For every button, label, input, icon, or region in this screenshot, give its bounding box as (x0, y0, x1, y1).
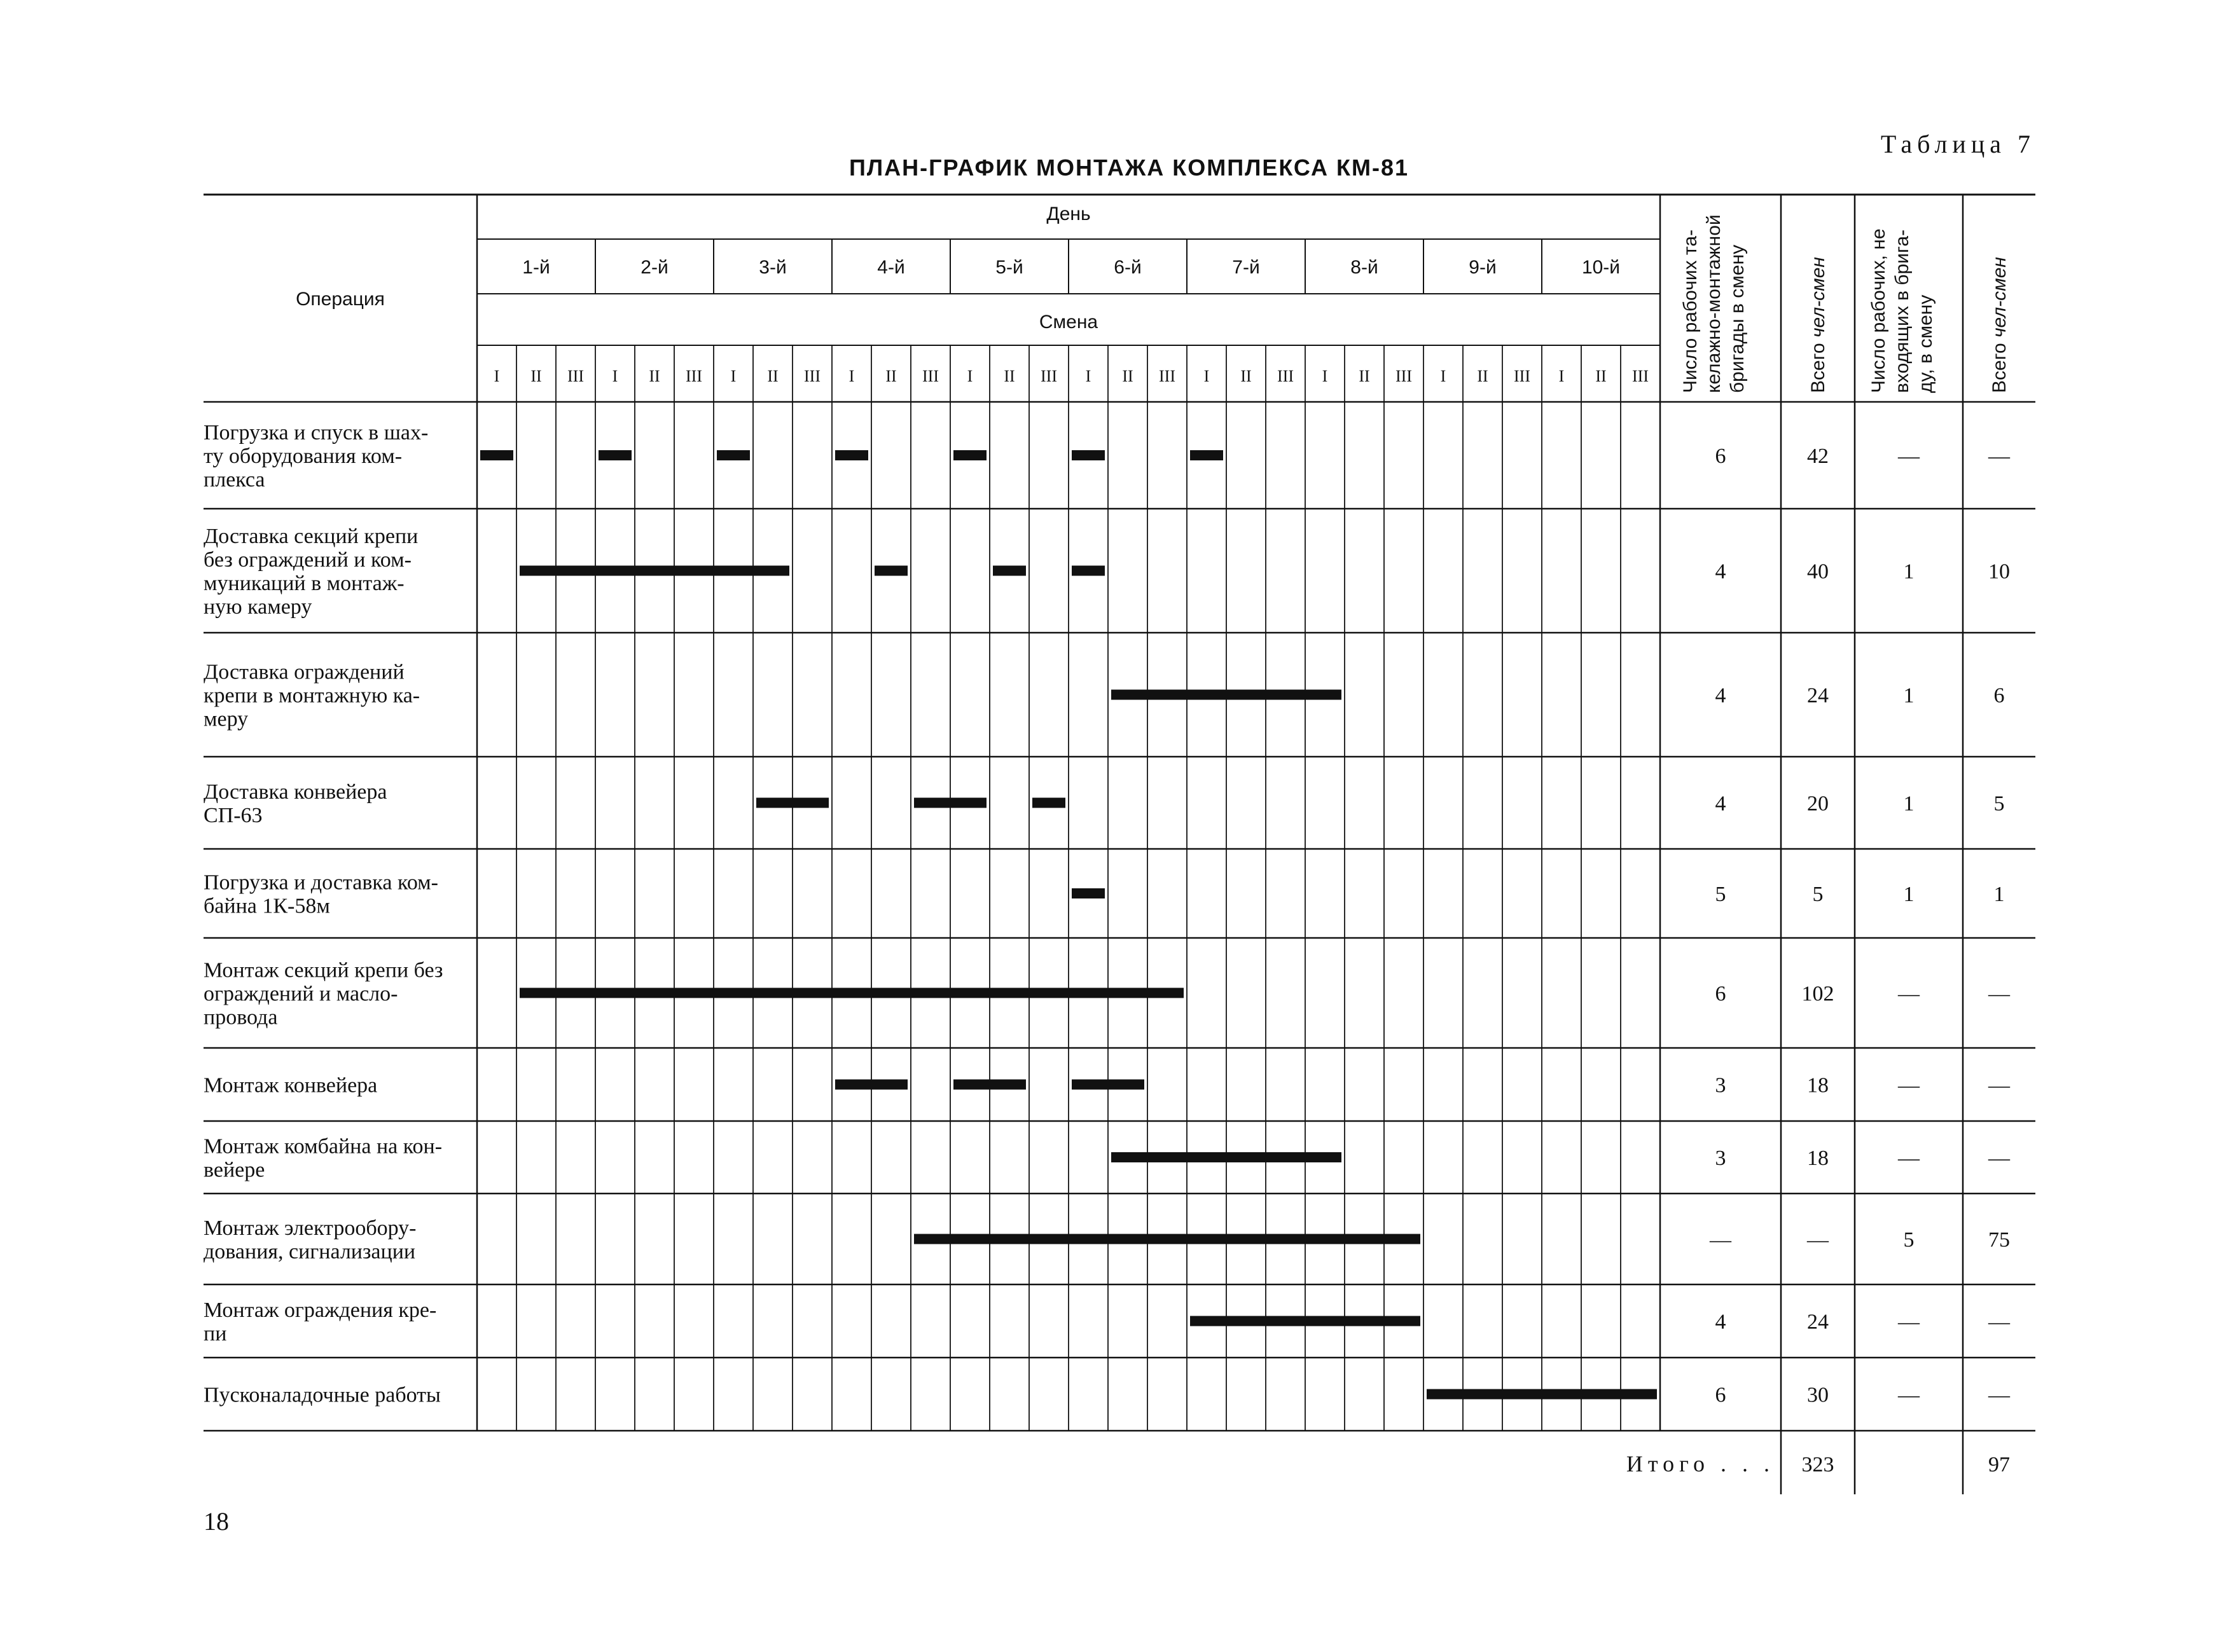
operation-name: Доставка секций крепи (204, 525, 419, 548)
total-extra-man-shifts: — (1988, 1146, 2010, 1170)
table-grid (204, 195, 2035, 1494)
table-header (296, 203, 2010, 393)
header-shift-label: I (848, 367, 855, 385)
footer-total-label: Итого . . . (1626, 1451, 1775, 1476)
header-shift-label: I (1085, 367, 1091, 385)
workers-in-brigade: 3 (1715, 1073, 1726, 1098)
schedule-bar (520, 566, 789, 576)
total-man-shifts: 20 (1807, 792, 1829, 816)
header-shift-label: III (1632, 367, 1649, 385)
footer-total-extra-man-shifts: 97 (1988, 1453, 2010, 1476)
workers-in-brigade: 4 (1715, 560, 1726, 584)
header-workers-outside-line: ду, в смену (1915, 294, 1936, 393)
header-day-5: 5-й (995, 257, 1023, 278)
schedule-bar (1072, 566, 1105, 576)
workers-in-brigade: 5 (1715, 883, 1726, 906)
operation-name: провода (204, 1005, 278, 1029)
workers-outside: — (1898, 1383, 1920, 1407)
header-shift-label: I (494, 367, 500, 385)
table-row (204, 871, 2005, 918)
table-footer (1626, 1451, 2010, 1476)
total-man-shifts: 18 (1807, 1073, 1829, 1098)
workers-outside: — (1898, 982, 1920, 1006)
operation-name: крепи в монтажную ка- (204, 684, 420, 708)
header-workers-in-brigade-line: бригады в смену (1727, 244, 1748, 393)
header-shift-label: I (612, 367, 618, 385)
operation-name: муникаций в монтаж- (204, 572, 405, 595)
header-day-8: 8-й (1350, 257, 1378, 278)
header-day-4: 4-й (877, 257, 905, 278)
schedule-bar (835, 1080, 908, 1090)
schedule-bar (1072, 888, 1105, 898)
total-extra-man-shifts: — (1988, 1073, 2010, 1098)
table-body (204, 421, 2011, 1407)
table-row (204, 1074, 2011, 1098)
total-extra-man-shifts: 5 (1993, 792, 2005, 816)
header-shift-label: II (530, 367, 542, 385)
header-shift-label: I (1440, 367, 1446, 385)
workers-in-brigade: — (1710, 1228, 1731, 1252)
table-row (204, 1135, 2011, 1182)
operation-name: ту оборудования ком- (204, 444, 403, 468)
header-workers-outside (1868, 228, 1936, 393)
operation-name: байна 1К-58м (204, 894, 330, 918)
workers-in-brigade: 4 (1715, 684, 1726, 708)
table-row (204, 1216, 2010, 1263)
workers-in-brigade: 3 (1715, 1146, 1726, 1170)
workers-outside: 1 (1903, 684, 1915, 708)
total-man-shifts: 24 (1807, 1310, 1829, 1334)
operation-name: пи (204, 1322, 227, 1346)
schedule-bar (1190, 450, 1223, 460)
workers-in-brigade: 6 (1715, 1383, 1726, 1407)
header-shift-label: II (1004, 367, 1015, 385)
schedule-bar (875, 566, 908, 576)
total-man-shifts: — (1807, 1228, 1829, 1252)
operation-name: Погрузка и спуск в шах- (204, 421, 429, 444)
operation-name: Пусконаладочные работы (204, 1383, 441, 1407)
total-extra-man-shifts: 1 (1993, 883, 2005, 906)
header-day-3: 3-й (759, 257, 787, 278)
header-day: День (1046, 203, 1091, 224)
workers-outside: 1 (1903, 883, 1915, 906)
table-row (204, 780, 2005, 827)
header-workers-in-brigade-line: келажно-монтажной (1703, 214, 1724, 393)
schedule-bar (914, 1234, 1420, 1244)
header-shift-label: III (1159, 367, 1175, 385)
total-extra-man-shifts: — (1988, 444, 2010, 468)
operation-name: ную камеру (204, 595, 312, 619)
total-extra-man-shifts: — (1988, 1383, 2010, 1407)
header-workers-in-brigade (1680, 214, 1748, 393)
header-shift-label: III (1395, 367, 1412, 385)
operation-name: дования, сигнализации (204, 1240, 416, 1263)
workers-outside: — (1898, 1146, 1920, 1170)
header-shift-label: II (1359, 367, 1370, 385)
total-extra-man-shifts: 10 (1988, 560, 2010, 584)
header-workers-outside-line: Число рабочих, не (1868, 228, 1889, 393)
schedule-bar (480, 450, 513, 460)
header-day-6: 6-й (1114, 257, 1142, 278)
header-day-10: 10-й (1581, 257, 1621, 278)
header-total-man-shifts (1808, 257, 1829, 393)
total-man-shifts: 42 (1807, 444, 1829, 468)
operation-name: Доставка конвейера (204, 780, 387, 804)
header-shift-label: I (730, 367, 737, 385)
operation-name: Погрузка и доставка ком- (204, 871, 439, 895)
schedule-bar (717, 450, 750, 460)
workers-in-brigade: 4 (1715, 1310, 1726, 1334)
page-title: ПЛАН-ГРАФИК МОНТАЖА КОМПЛЕКСА КМ-81 (849, 155, 1409, 181)
schedule-bar (1032, 798, 1065, 808)
total-man-shifts: 24 (1807, 684, 1829, 708)
header-day-2: 2-й (641, 257, 668, 278)
header-shift-label: II (1477, 367, 1488, 385)
header-shift-label: III (1514, 367, 1530, 385)
operation-name: Монтаж комбайна на кон- (204, 1134, 443, 1159)
header-shift-label: I (1203, 367, 1210, 385)
workers-outside: — (1898, 444, 1920, 468)
operation-name: меру (204, 707, 249, 731)
total-man-shifts: 18 (1807, 1146, 1829, 1170)
table-row (204, 959, 2011, 1029)
schedule-bar (756, 798, 829, 808)
total-extra-man-shifts: 75 (1988, 1228, 2010, 1252)
workers-in-brigade: 6 (1715, 444, 1726, 468)
header-shift-label: III (567, 367, 584, 385)
schedule-bar (520, 988, 1184, 998)
operation-name: плекса (204, 468, 265, 492)
total-man-shifts: 5 (1812, 883, 1824, 906)
operation-name: Монтаж электрообору- (204, 1216, 417, 1240)
header-day-9: 9-й (1469, 257, 1497, 278)
operation-name: Монтаж ограждения кре- (204, 1298, 437, 1322)
header-total-extra-man-shifts-text: Всего чел-смен (1989, 257, 2010, 393)
workers-outside: 1 (1903, 560, 1915, 584)
total-extra-man-shifts: 6 (1993, 684, 2005, 708)
header-shift-label: II (1595, 367, 1607, 385)
schedule-bar (1072, 1080, 1144, 1090)
header-shift-label: III (922, 367, 939, 385)
header-shift-label: II (767, 367, 779, 385)
header-shift-label: III (686, 367, 702, 385)
header-shift-label: III (804, 367, 821, 385)
operation-name: вейере (204, 1158, 265, 1182)
header-total-extra-man-shifts (1989, 257, 2010, 393)
header-workers-in-brigade-line: Число рабочих та- (1680, 230, 1701, 393)
header-shift-label: I (967, 367, 973, 385)
table-label: Таблица 7 (1880, 130, 2035, 158)
table-row (204, 1298, 2011, 1346)
header-shift-label: III (1277, 367, 1294, 385)
operation-name: без ограждений и ком- (204, 548, 412, 572)
operation-name: СП-63 (204, 804, 263, 827)
workers-outside: 5 (1903, 1228, 1915, 1252)
workers-in-brigade: 4 (1715, 792, 1726, 816)
schedule-bar (1190, 1316, 1420, 1326)
table-row (204, 525, 2010, 619)
footer-total-man-shifts: 323 (1801, 1453, 1834, 1476)
schedule-bar (1111, 1152, 1341, 1162)
workers-outside: — (1898, 1310, 1920, 1334)
table-row (204, 661, 2005, 731)
schedule-bar (953, 450, 987, 460)
schedule-bar (953, 1080, 1026, 1090)
header-shift-label: II (649, 367, 660, 385)
total-man-shifts: 40 (1807, 560, 1829, 584)
header-total-man-shifts-text: Всего чел-смен (1808, 257, 1829, 393)
header-shift-label: II (885, 367, 897, 385)
header-workers-outside-line: входящих в брига- (1892, 229, 1913, 393)
header-day-7: 7-й (1232, 257, 1260, 278)
schedule-bar (599, 450, 632, 460)
table-row (204, 1384, 2011, 1407)
header-shift: Смена (1039, 312, 1098, 333)
workers-in-brigade: 6 (1715, 982, 1726, 1006)
workers-outside: 1 (1903, 792, 1915, 816)
header-shift-label: III (1041, 367, 1057, 385)
table-row (204, 421, 2011, 492)
header-shift-label: II (1240, 367, 1252, 385)
workers-outside: — (1898, 1073, 1920, 1098)
header-shift-label: II (1122, 367, 1133, 385)
total-extra-man-shifts: — (1988, 982, 2010, 1006)
schedule-bar (993, 566, 1026, 576)
operation-name: ограждений и масло- (204, 982, 398, 1006)
schedule-bar (1072, 450, 1105, 460)
total-man-shifts: 30 (1807, 1383, 1829, 1407)
schedule-bar (914, 798, 987, 808)
page-number: 18 (204, 1507, 229, 1536)
header-day-1: 1-й (522, 257, 550, 278)
header-shift-label: I (1322, 367, 1328, 385)
schedule-bar (1111, 690, 1341, 700)
header-operation: Операция (296, 289, 385, 310)
operation-name: Монтаж секций крепи без (204, 958, 443, 982)
header-shift-label: I (1558, 367, 1565, 385)
schedule-bar (1427, 1389, 1657, 1400)
total-extra-man-shifts: — (1988, 1310, 2010, 1334)
operation-name: Доставка ограждений (204, 660, 405, 684)
total-man-shifts: 102 (1801, 982, 1834, 1006)
operation-name: Монтаж конвейера (204, 1073, 378, 1098)
schedule-bar (835, 450, 868, 460)
